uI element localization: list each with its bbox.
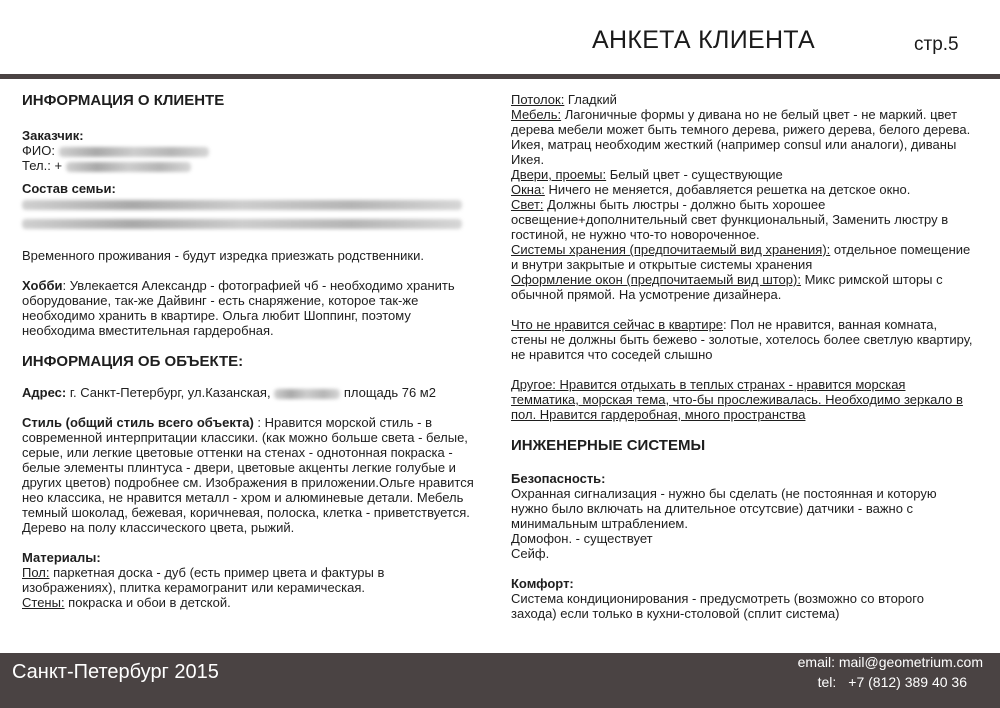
safe-text: Сейф. — [511, 546, 550, 561]
tel-line — [22, 158, 477, 173]
walls-paragraph — [22, 595, 477, 610]
object-info-heading: ИНФОРМАЦИЯ ОБ ОБЪЕКТЕ: — [22, 353, 244, 371]
windows-text: Ничего не меняется, добавляется решетка на детское окно. — [544, 182, 911, 197]
header-divider — [0, 74, 1000, 79]
doors-label: Двери, проемы: — [511, 167, 607, 182]
area-text: площадь 76 м2 — [340, 385, 436, 401]
doors-text: Белый цвет - существующие — [606, 167, 783, 182]
furniture-text: Лагоничные формы у дивана но не белый цвет - не маркий. цвет дерева мебели может быть темного дерева, рижего дерева, белого дерева. Икея, матрац необходим жесткий (например consul или аналоги), диваны Икея. — [511, 107, 971, 167]
other-paragraph — [511, 377, 973, 422]
page-number: стр.5 — [914, 34, 959, 55]
furniture-label: Мебель: — [511, 107, 562, 122]
walls-text: покраска и обои в детской. — [64, 595, 231, 611]
address-line — [22, 385, 477, 400]
intercom-text: Домофон. - существует — [511, 531, 653, 546]
storage-paragraph — [511, 242, 973, 272]
floor-text: паркетная доска - дуб (есть пример цвета и фактуры в изображениях), плитка керамогранит или керамическая. — [22, 565, 385, 596]
redacted-name — [59, 147, 209, 157]
security-label: Безопасность: — [511, 471, 606, 486]
hobby-label: Хобби — [22, 278, 63, 294]
address-text: г. Санкт-Петербург, ул.Казанская, — [66, 385, 271, 401]
footer-city-year: Санкт-Петербург 2015 — [12, 661, 219, 683]
light-paragraph — [511, 197, 973, 242]
redacted-address — [274, 389, 340, 399]
footer-email: email: mail@geometrium.com — [797, 654, 983, 670]
security-text: Охранная сигнализация - нужно бы сделать (не постоянная и которую нужно было включать на длительное отсутсвие) датчики - важно с минимальным штраблением. — [511, 486, 937, 531]
comfort-text: Система кондиционирования - предусмотреть (возможно со второго захода) если только в кухни-столовой (сплит система) — [511, 591, 924, 621]
ceiling-label: Потолок: — [511, 92, 565, 107]
materials-label: Материалы: — [22, 550, 101, 566]
footer-phone — [818, 674, 967, 690]
left-column — [22, 92, 477, 610]
address-label: Адрес: — [22, 385, 67, 401]
document-title: АНКЕТА КЛИЕНТА — [592, 26, 816, 54]
light-text: Должны быть люстры - должно быть хорошее освещение+дополнительный свет функциональный, Заменить люстру в гостиной, не нужно что-то новороченное. — [511, 197, 949, 242]
curtains-label: Оформление окон (предпочитаемый вид штор): — [511, 272, 801, 287]
hobby-paragraph — [22, 278, 477, 338]
footer-phone-label: tel: — [817, 674, 837, 690]
storage-label: Системы хранения (предпочитаемый вид хранения): — [511, 242, 831, 257]
style-text: : Нравится морской стиль - в современной интерпритации классики. (как можно больше света - белые, серые, или легкие цветовые оттенки на стенах - однотонная покраска - белые элементы плинтуса - двери, цветовые акценты легкие голубые и других цветов) подробнее см. Изображения в приложении.Ольге нравится нео классика, не нравится металл - хром и алюминевые детали. Мебель темный шоколад, бежевая, коричневая, полоска, клетка - приветствуется. Дерево на полу классического цвета, рыжий. — [22, 415, 474, 536]
fio-line — [22, 143, 477, 158]
style-paragraph — [22, 415, 477, 535]
engineering-heading: ИНЖЕНЕРНЫЕ СИСТЕМЫ — [511, 437, 706, 454]
storage-text: отдельное помещение и внутри закрытые и открытые системы хранения — [511, 242, 971, 272]
ceiling-text: Гладкий — [564, 92, 617, 107]
dislike-text: : Пол не нравится, ванная комната, стены не должны быть бежево - золотые, хотелось более светлую квартиру, не нравится что соседей слышно — [511, 317, 973, 362]
curtains-text: Микс римской шторы с обычной прямой. На усмотрение дизайнера. — [511, 272, 943, 302]
walls-label: Стены: — [22, 595, 65, 611]
hobby-text: : Увлекается Александр - фотографией чб - необходимо хранить оборудование, так-же Дайвинг - есть снаряжение, которое так-же необходимо хранить в квартире. Ольга любит Шоппинг, поэтому необходима вместительная гардеробная. — [22, 278, 455, 339]
comfort-label: Комфорт: — [511, 576, 574, 591]
dislike-paragraph — [511, 317, 973, 362]
windows-label: Окна: — [511, 182, 545, 197]
footer-phone-number: +7 (812) 389 40 36 — [848, 674, 967, 690]
furniture-paragraph — [511, 107, 973, 167]
floor-label: Пол: — [22, 565, 50, 581]
windows-paragraph — [511, 182, 973, 197]
light-label: Свет: — [511, 197, 544, 212]
floor-paragraph — [22, 565, 477, 595]
family-label: Состав семьи: — [22, 181, 116, 196]
right-column — [511, 92, 973, 621]
other-text: Нравится отдыхать в теплых странах - нравится морская темматика, морская тема, что-бы прослеживалась. Необходимо зеркало в пол. Нравится гардеробная, много пространства — [511, 377, 963, 422]
temporary-residents-text: Временного проживания - будут изредка приезжать родственники. — [22, 248, 424, 264]
client-info-heading: ИНФОРМАЦИЯ О КЛИЕНТЕ — [22, 92, 225, 109]
curtains-paragraph — [511, 272, 973, 302]
style-label: Стиль (общий стиль всего объекта) — [22, 415, 254, 431]
doors-paragraph — [511, 167, 973, 182]
other-label: Другое: — [511, 377, 556, 392]
dislike-label: Что не нравится сейчас в квартире — [511, 317, 724, 332]
redacted-family — [22, 196, 477, 230]
tel-label: Тел.: — [22, 158, 51, 173]
ceiling-paragraph — [511, 92, 973, 107]
redacted-phone — [66, 162, 191, 172]
fio-label: ФИО: — [22, 143, 55, 158]
customer-label: Заказчик: — [22, 128, 84, 143]
tel-prefix: + — [54, 158, 63, 173]
